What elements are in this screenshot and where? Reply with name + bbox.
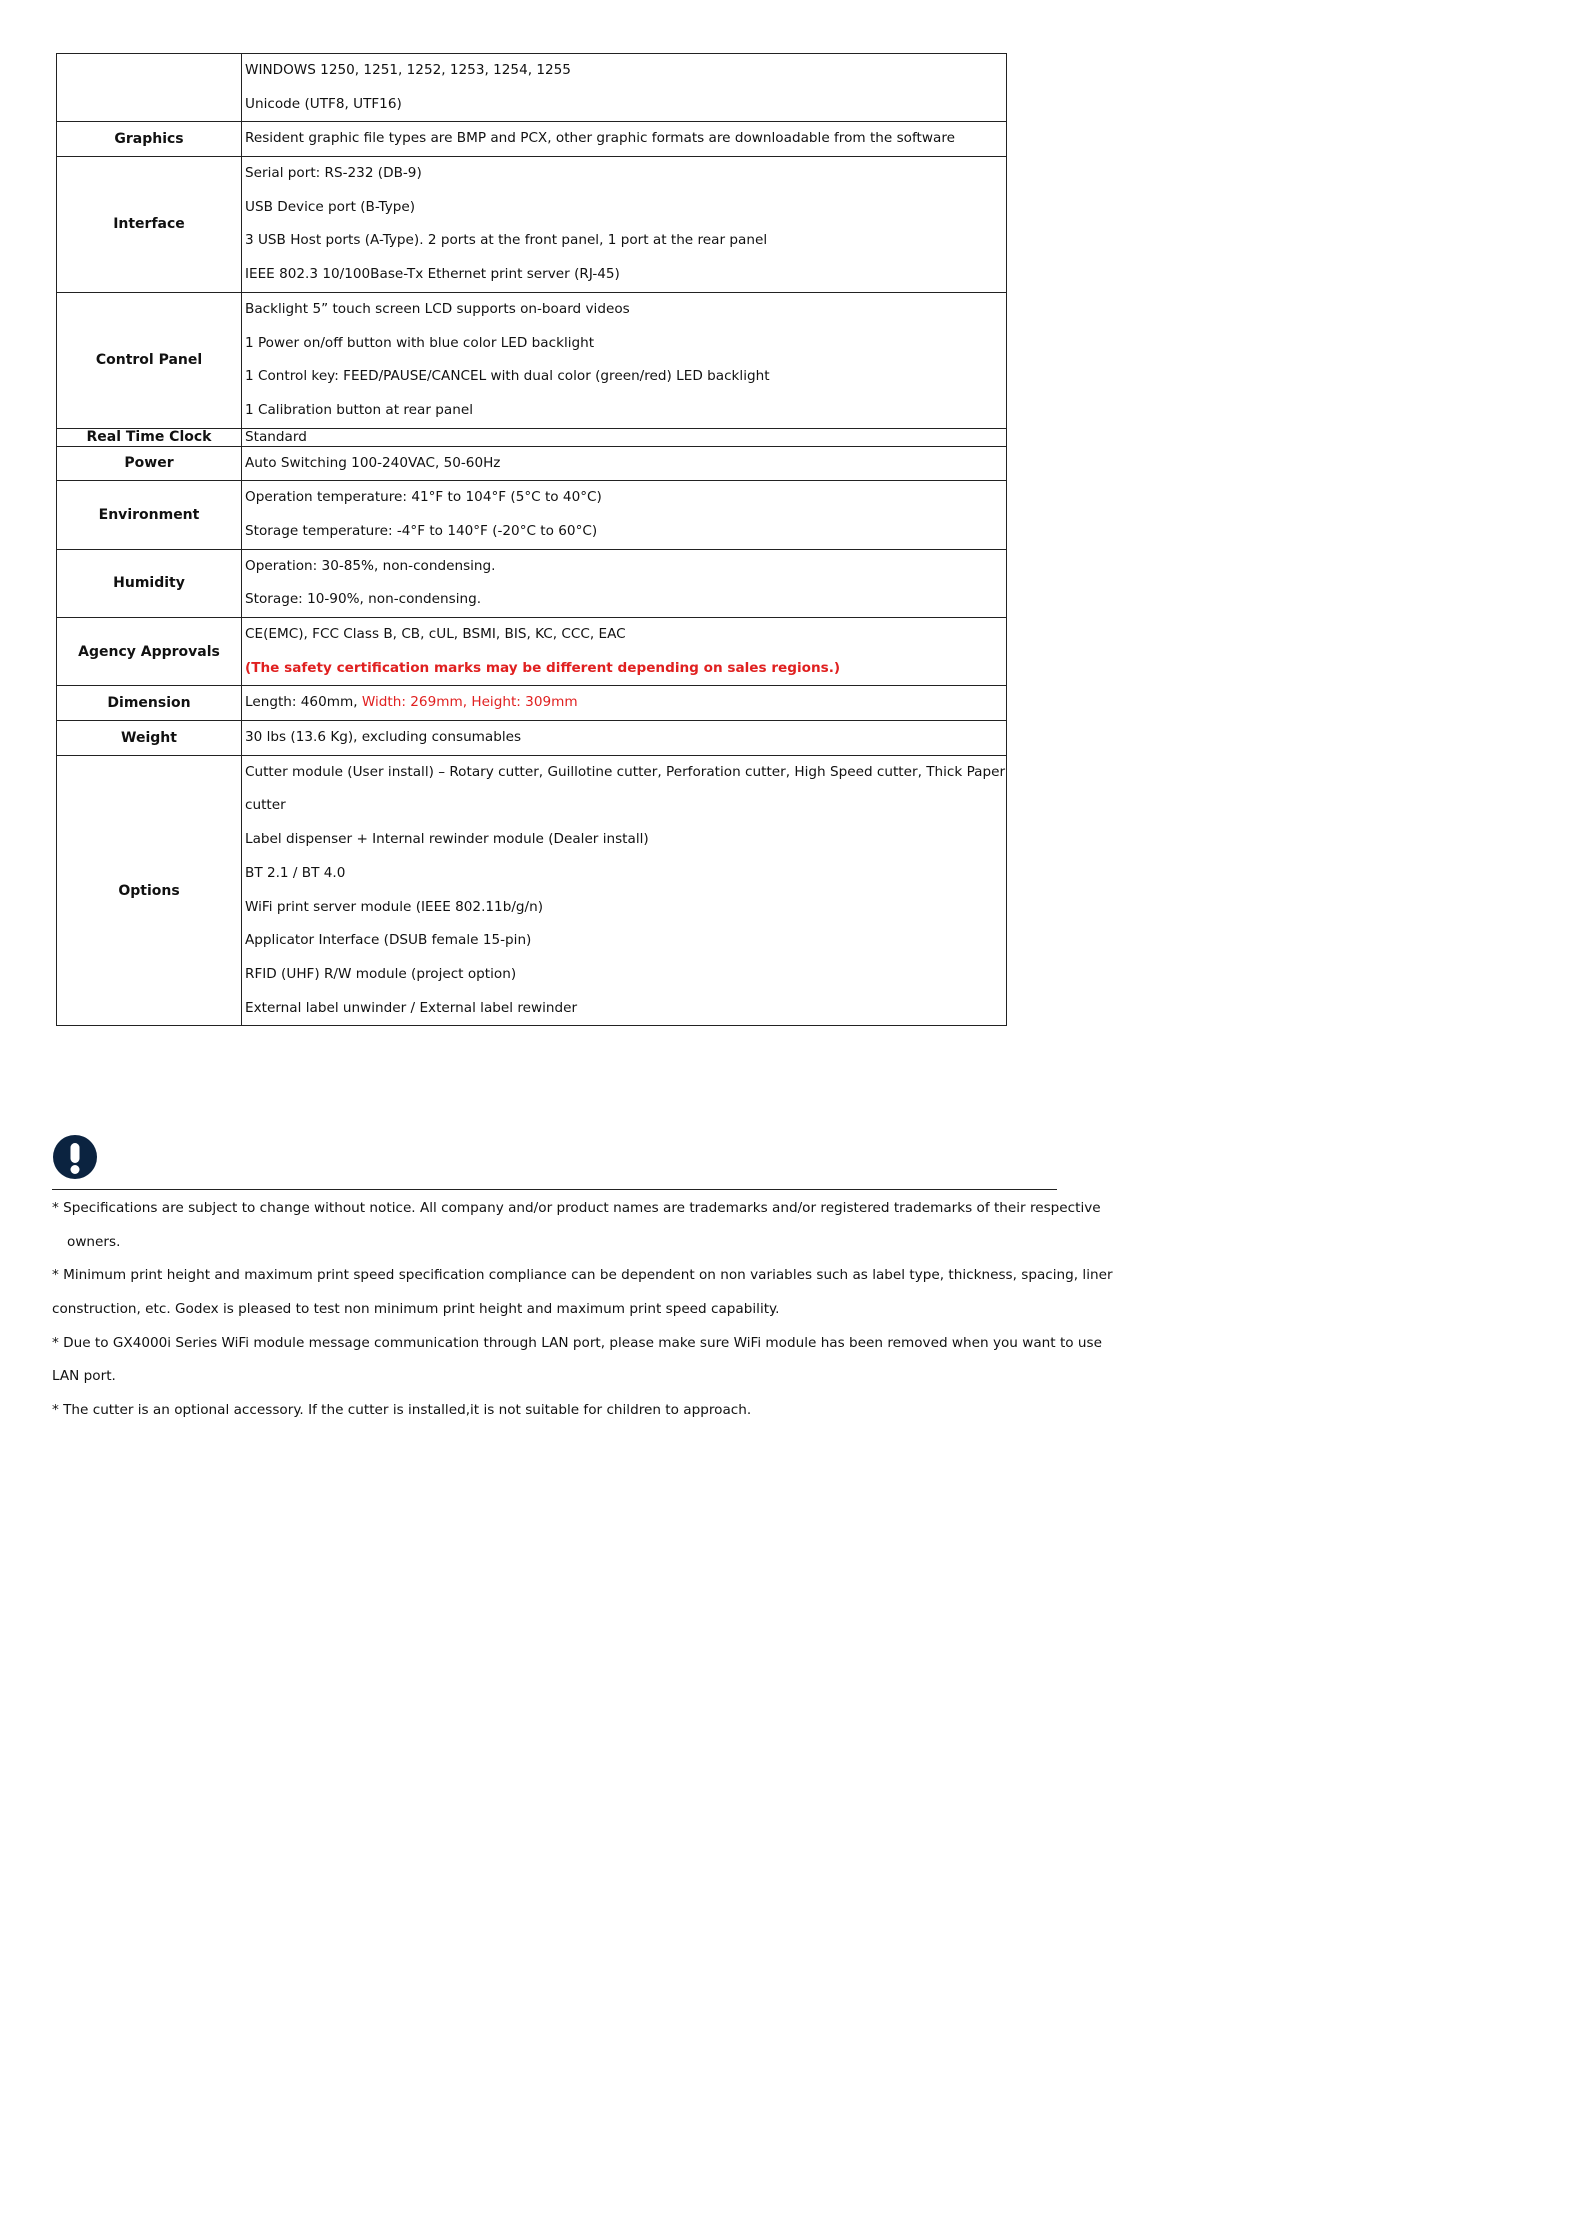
spec-value-line	[245, 992, 1006, 1026]
spec-table-body	[57, 54, 1007, 1026]
spec-value-line	[245, 293, 1006, 327]
spec-row	[57, 618, 1007, 686]
spec-label: Interface	[57, 157, 242, 293]
spec-row	[57, 54, 1007, 122]
spec-value-text: BT 2.1 / BT 4.0	[245, 864, 346, 881]
spec-label: Power	[57, 446, 242, 481]
spec-row	[57, 755, 1007, 1026]
spec-value-text: Operation temperature: 41°F to 104°F (5°C to 40°C)	[245, 489, 602, 506]
spec-value-text: Operation: 30-85%, non-condensing.	[245, 557, 496, 574]
spec-row	[57, 721, 1007, 756]
spec-value-text: Serial port: RS-232 (DB-9)	[245, 165, 422, 182]
spec-label: Environment	[57, 481, 242, 549]
spec-row	[57, 428, 1007, 446]
spec-value-line	[245, 429, 1006, 446]
spec-value-line	[245, 550, 1006, 584]
spec-value-text: Width: 269mm, Height: 309mm	[361, 694, 578, 711]
spec-value	[242, 686, 1007, 721]
spec-value-text: Resident graphic file types are BMP and PCX, other graphic formats are downloadable from the software	[245, 130, 955, 147]
spec-value	[242, 446, 1007, 481]
notice-divider	[52, 1189, 1057, 1190]
footnote-line: LAN port.	[52, 1368, 116, 1385]
spec-value-text: External label unwinder / External label rewinder	[245, 999, 578, 1016]
spec-value-text: Unicode (UTF8, UTF16)	[245, 95, 402, 112]
spec-label: Graphics	[57, 122, 242, 157]
spec-value-line	[245, 756, 1006, 790]
spec-value-line	[245, 447, 1006, 481]
footnote-line: * Minimum print height and maximum print speed specification compliance can be dependent on non variables such as label type, thickness, spacing, liner	[52, 1267, 1113, 1284]
spec-value-text: cutter	[245, 797, 286, 814]
spec-value-line	[245, 515, 1006, 549]
footnote-line: owners.	[67, 1233, 121, 1250]
spec-label: Weight	[57, 721, 242, 756]
spec-value	[242, 292, 1007, 428]
spec-value-text: WINDOWS 1250, 1251, 1252, 1253, 1254, 1255	[245, 62, 571, 78]
footnote-line: * Specifications are subject to change without notice. All company and/or product names are trademarks and/or registered trademarks of their respective	[52, 1200, 1101, 1216]
spec-value-line	[245, 823, 1006, 857]
spec-value-line	[245, 958, 1006, 992]
exclamation-circle-icon	[52, 1134, 98, 1180]
footnote-line: construction, etc. Godex is pleased to test non minimum print height and maximum print speed capability.	[52, 1301, 780, 1318]
spec-value	[242, 755, 1007, 1026]
spec-value	[242, 549, 1007, 617]
spec-value-text: Label dispenser + Internal rewinder module (Dealer install)	[245, 831, 649, 848]
spec-value-text: (The safety certification marks may be different depending on sales regions.)	[245, 659, 841, 676]
spec-value-text: USB Device port (B-Type)	[245, 198, 416, 215]
spec-value-text: CE(EMC), FCC Class B, CB, cUL, BSMI, BIS, KC, CCC, EAC	[245, 626, 626, 642]
spec-value-line	[245, 789, 1006, 823]
spec-value-text: 1 Calibration button at rear panel	[245, 401, 474, 418]
spec-value-text: WiFi print server module (IEEE 802.11b/g/n)	[245, 898, 544, 915]
spec-value	[242, 157, 1007, 293]
spec-value-line	[245, 224, 1006, 258]
spec-value-line	[245, 481, 1006, 515]
spec-value-text: Storage temperature: -4°F to 140°F (-20°C to 60°C)	[245, 522, 598, 539]
spec-value-line	[245, 54, 1006, 88]
spec-row	[57, 481, 1007, 549]
spec-value-line	[245, 327, 1006, 361]
spec-value-text: Backlight 5” touch screen LCD supports on-board videos	[245, 300, 630, 317]
spec-value	[242, 428, 1007, 446]
spec-value-text: 1 Power on/off button with blue color LED backlight	[245, 334, 595, 351]
spec-value-line	[245, 258, 1006, 292]
spec-value-line	[245, 360, 1006, 394]
spec-row	[57, 686, 1007, 721]
spec-value	[242, 721, 1007, 756]
spec-label: Options	[57, 755, 242, 1026]
spec-label: Dimension	[57, 686, 242, 721]
spec-label	[57, 54, 242, 122]
spec-value-text: IEEE 802.3 10/100Base-Tx Ethernet print server (RJ-45)	[245, 266, 620, 283]
footnote-line: * The cutter is an optional accessory. If the cutter is installed,it is not suitable for children to approach.	[52, 1402, 752, 1419]
spec-label: Humidity	[57, 549, 242, 617]
spec-row	[57, 446, 1007, 481]
spec-value-line	[245, 721, 1006, 755]
spec-value-text: Length: 460mm,	[245, 694, 362, 711]
spec-value-text: RFID (UHF) R/W module (project option)	[245, 965, 517, 982]
spec-label: Real Time Clock	[57, 428, 242, 446]
spec-value	[242, 618, 1007, 686]
spec-label: Control Panel	[57, 292, 242, 428]
spec-table	[56, 53, 1007, 1026]
spec-value-text: Cutter module (User install) – Rotary cutter, Guillotine cutter, Perforation cutter, High Speed cutter, Thick Paper	[245, 763, 1006, 780]
spec-value-line	[245, 857, 1006, 891]
spec-value-line	[245, 652, 1006, 686]
spec-value-line	[245, 686, 1006, 720]
spec-label: Agency Approvals	[57, 618, 242, 686]
spec-row	[57, 292, 1007, 428]
spec-value-line	[245, 88, 1006, 122]
spec-value-text: Applicator Interface (DSUB female 15-pin)	[245, 932, 532, 949]
footnote-line: * Due to GX4000i Series WiFi module message communication through LAN port, please make sure WiFi module has been removed when you want to use	[52, 1334, 1102, 1351]
spec-value	[242, 122, 1007, 157]
spec-value-line	[245, 924, 1006, 958]
spec-value-text: 30 lbs (13.6 Kg), excluding consumables	[245, 729, 522, 746]
spec-value-line	[245, 122, 1006, 156]
spec-value-line	[245, 618, 1006, 652]
spec-value-line	[245, 891, 1006, 925]
spec-value	[242, 54, 1007, 122]
spec-row	[57, 122, 1007, 157]
spec-value-text: Storage: 10-90%, non-condensing.	[245, 591, 482, 608]
spec-value-text: 3 USB Host ports (A-Type). 2 ports at the front panel, 1 port at the rear panel	[245, 232, 768, 249]
spec-value-text: Auto Switching 100-240VAC, 50-60Hz	[245, 454, 501, 471]
spec-value-line	[245, 191, 1006, 225]
spec-value-line	[245, 157, 1006, 191]
spec-value-text: 1 Control key: FEED/PAUSE/CANCEL with dual color (green/red) LED backlight	[245, 368, 770, 385]
spec-row	[57, 157, 1007, 293]
spec-value-line	[245, 583, 1006, 617]
spec-value-text: Standard	[245, 428, 307, 445]
notes-section	[52, 1192, 1113, 1428]
spec-value	[242, 481, 1007, 549]
spec-value-line	[245, 394, 1006, 428]
spec-row	[57, 549, 1007, 617]
